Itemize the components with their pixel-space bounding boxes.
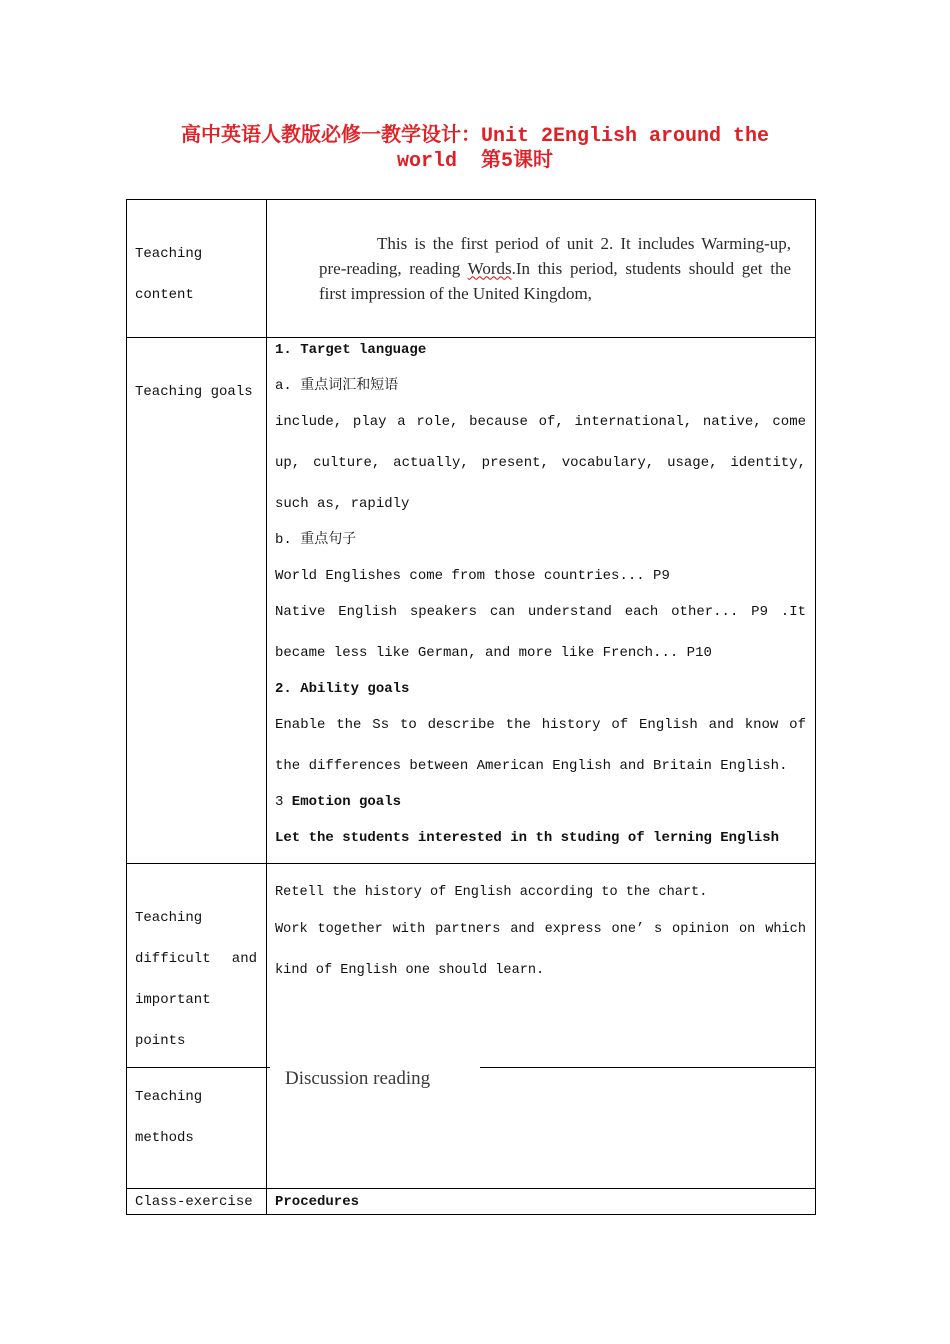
- key-sentence-2: Native English speakers can understand each other... P9 .It became less like German, and more like French... P10: [275, 603, 806, 661]
- row-class-exercise: [127, 1188, 815, 1214]
- vocabulary-list: include, play a role, because of, international, native, come up, culture, actually, present, vocabulary, usage, identity, such as, rapidly: [275, 413, 806, 512]
- document-title-line-2: world 第5课时: [396, 150, 553, 173]
- key-sentences-heading: b. 重点句子: [275, 532, 357, 548]
- target-language-heading: 1. Target language: [275, 342, 427, 358]
- teaching-methods-text: Discussion reading: [285, 1067, 431, 1089]
- row-teaching-difficulties: [127, 863, 815, 1067]
- teaching-goals-label: Teaching goals: [135, 383, 253, 400]
- row-teaching-methods: [127, 1067, 815, 1188]
- ability-goals-text: Enable the Ss to describe the history of English and know of the differences between American English and Britain English.: [275, 716, 806, 774]
- class-exercise-cell: [267, 1189, 815, 1214]
- teaching-methods-pasted-image: [270, 1059, 480, 1101]
- lesson-plan-table: [126, 199, 816, 1215]
- teaching-goals-label-cell: [127, 338, 267, 863]
- teaching-content-cell: [267, 200, 815, 337]
- difficulty-item-2: Work together with partners and express one’ s opinion on which kind of English one should learn.: [275, 921, 806, 978]
- teaching-content-text: [319, 231, 791, 306]
- procedures-heading: Procedures: [275, 1194, 360, 1210]
- emotion-goals-heading: [275, 792, 806, 812]
- spellcheck-flagged-word: Words: [467, 258, 512, 278]
- teaching-content-text-part-2: .In this period, students should get the first impression of the United Kingdom,: [319, 258, 791, 303]
- ability-goals-heading: 2. Ability goals: [275, 681, 410, 697]
- emotion-goals-number: 3: [275, 794, 284, 810]
- document-title-line-1: 高中英语人教版必修一教学设计：Unit 2English around the: [180, 125, 770, 148]
- emotion-goals-title: Emotion goals: [291, 794, 402, 810]
- teaching-content-label-cell: [127, 200, 267, 337]
- vocabulary-heading: a. 重点词汇和短语: [275, 378, 399, 394]
- teaching-difficulties-label-cell: [127, 864, 267, 1067]
- difficulty-item-1: Retell the history of English according to the chart.: [275, 885, 708, 900]
- class-exercise-label-cell: [127, 1189, 267, 1214]
- emotion-goals-text: Let the students interested in th studing of lerning English: [275, 830, 780, 846]
- class-exercise-label: Class-exercise: [135, 1194, 253, 1210]
- teaching-content-text-part-1: This is the first period of unit 2. It includes Warming-up, pre-reading, reading: [319, 233, 791, 278]
- teaching-methods-cell: [267, 1068, 815, 1188]
- row-teaching-content: [127, 200, 815, 337]
- row-teaching-goals: [127, 337, 815, 863]
- teaching-methods-label: Teaching methods: [135, 1088, 203, 1146]
- teaching-difficulties-label: Teaching difficult and important points: [135, 909, 257, 1049]
- teaching-difficulties-cell: [267, 864, 815, 1067]
- teaching-goals-cell: [267, 338, 815, 863]
- teaching-methods-label-cell: [127, 1068, 267, 1188]
- teaching-content-label: Teaching content: [135, 245, 203, 303]
- key-sentence-1: World Englishes come from those countries... P9: [275, 568, 670, 584]
